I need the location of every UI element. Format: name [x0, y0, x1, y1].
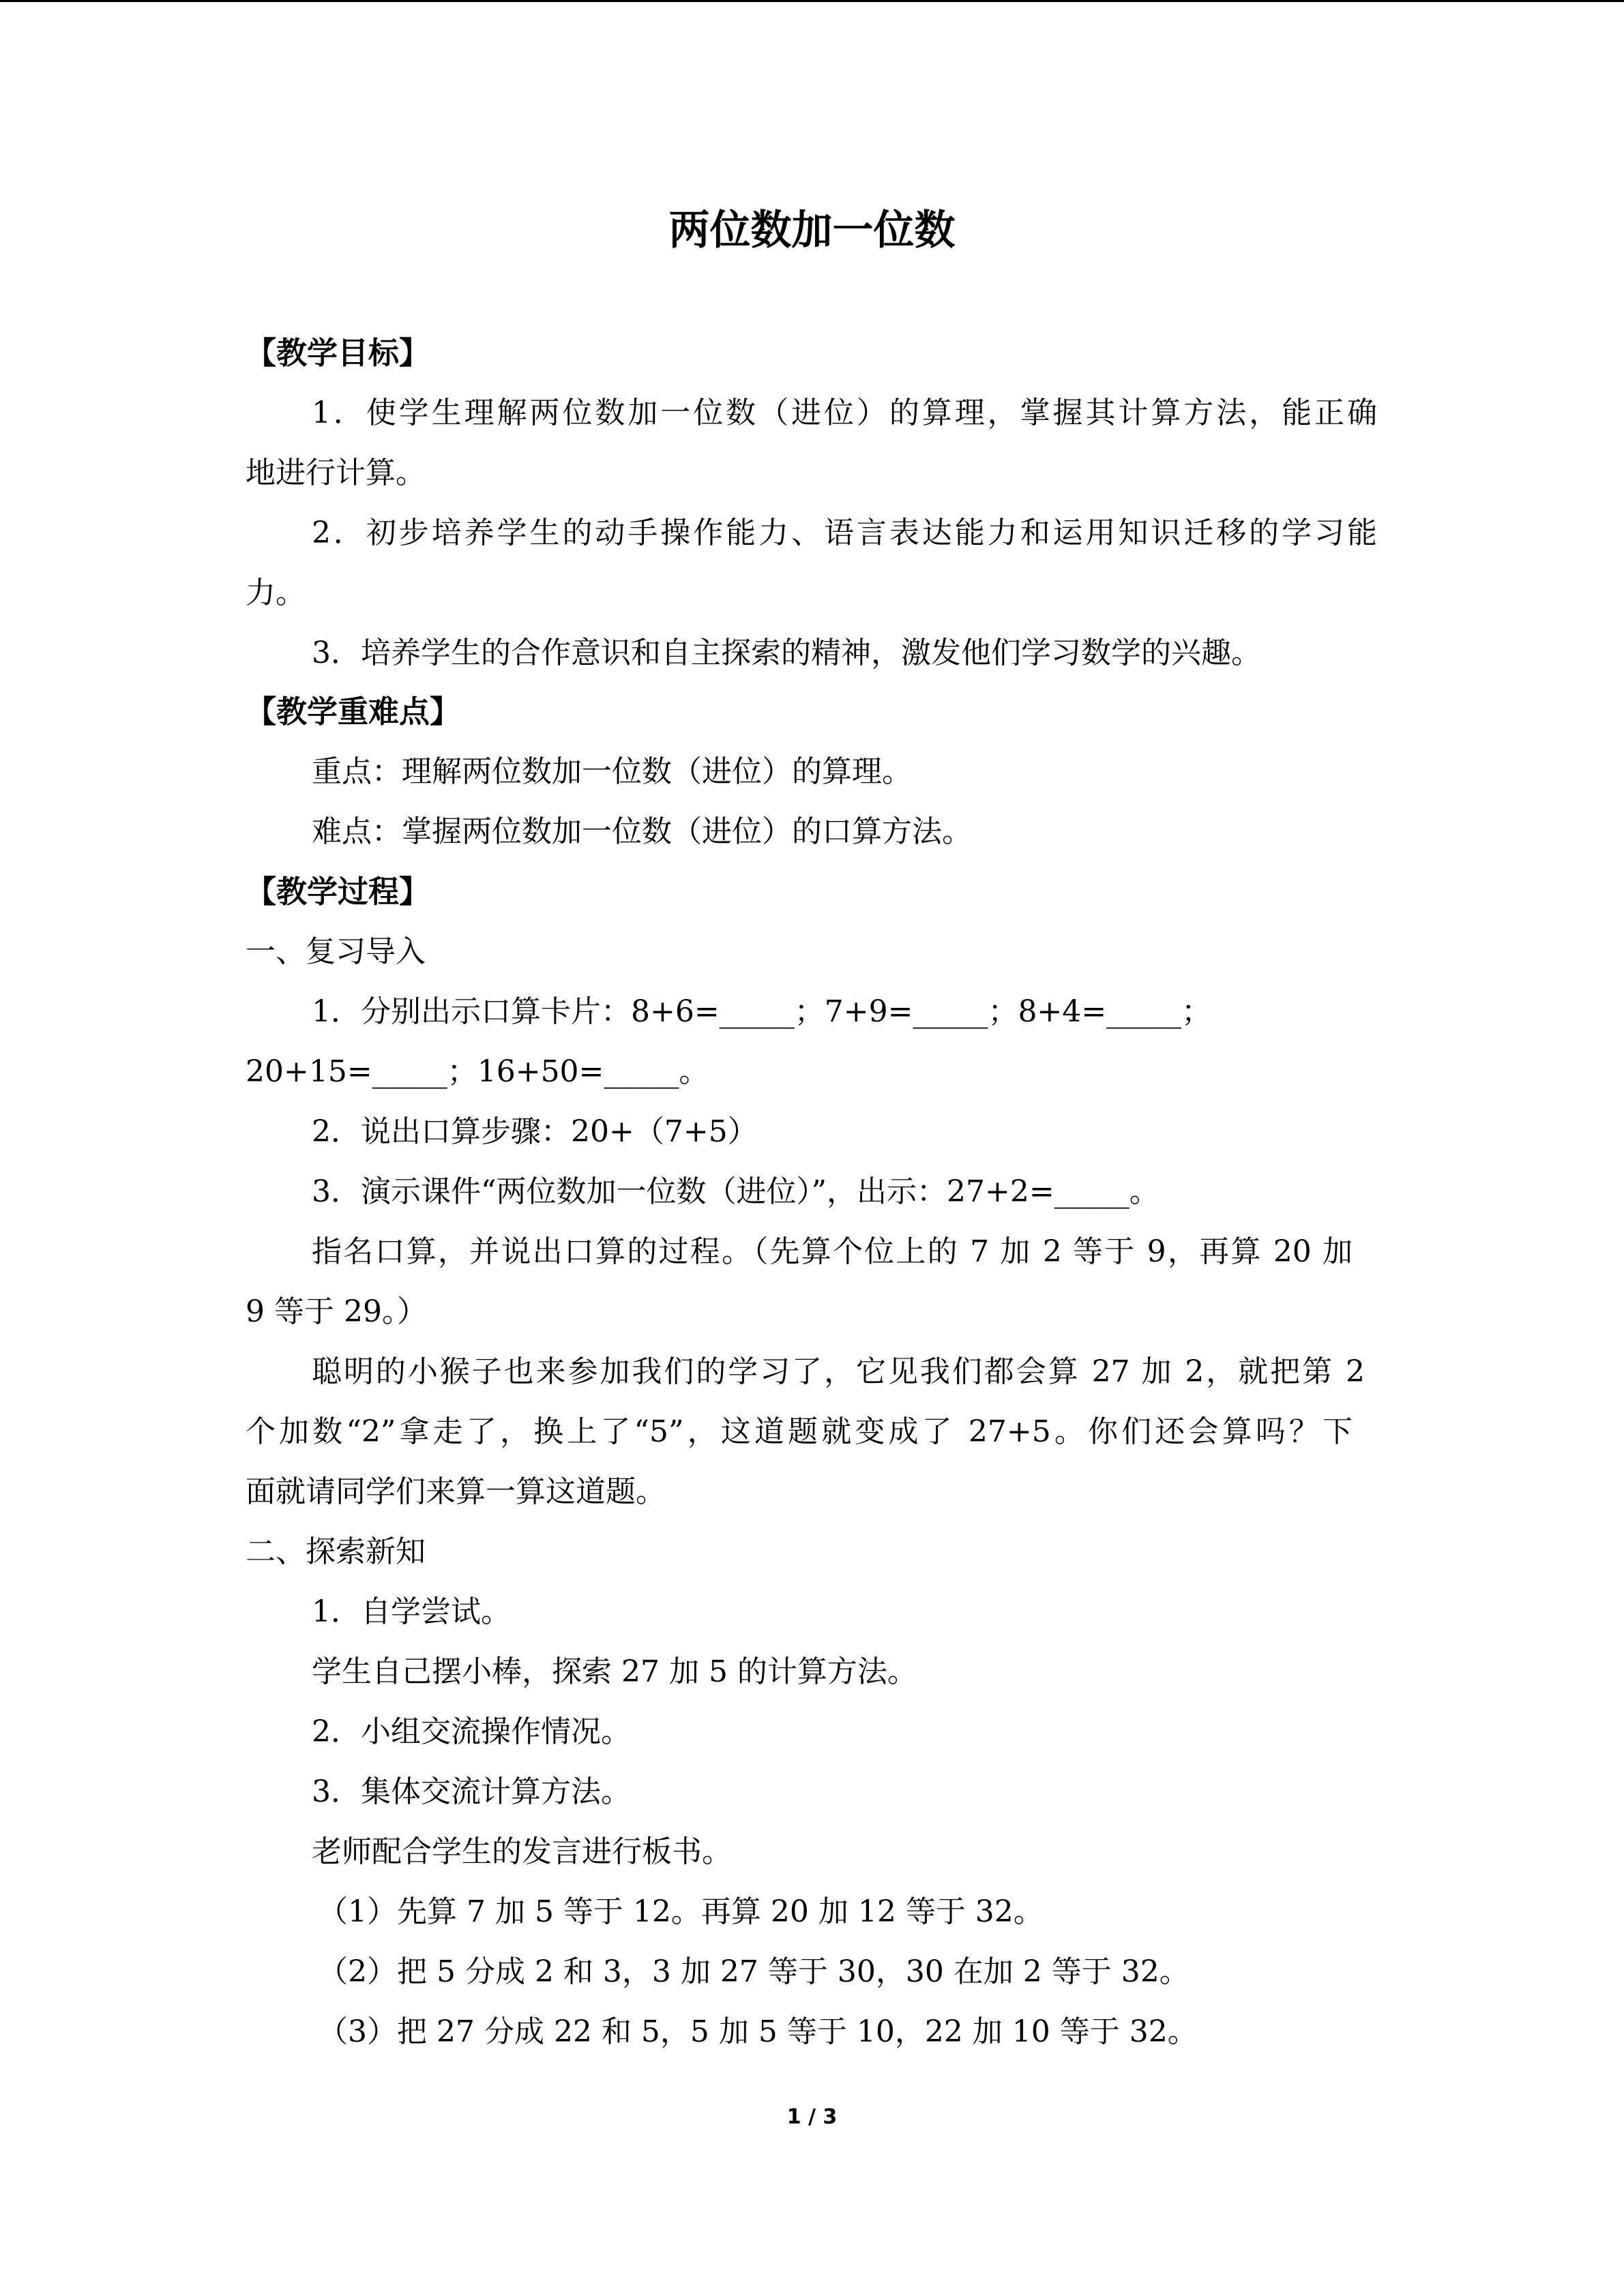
oral-process-line-2: 9 等于 29。）: [246, 1294, 427, 1329]
monkey-story-line-2: 个加数“2”拿走了，换上了“5”，这道题就变成了 27+5。你们还会算吗？下: [246, 1414, 1353, 1449]
key-difficult-heading: 【教学重难点】: [246, 694, 461, 730]
key-point: 重点：理解两位数加一位数（进位）的算理。: [312, 754, 912, 789]
self-study-detail: 学生自己摆小棒，探索 27 加 5 的计算方法。: [312, 1654, 917, 1689]
page-title: 两位数加一位数: [668, 207, 956, 254]
oral-process-line-1: 指名口算，并说出口算的过程。（先算个位上的 7 加 2 等于 9，再算 20 加: [312, 1234, 1353, 1269]
part-1-heading: 一、复习导入: [246, 934, 426, 969]
teacher-board: 老师配合学生的发言进行板书。: [312, 1834, 732, 1869]
difficult-point: 难点：掌握两位数加一位数（进位）的口算方法。: [312, 814, 972, 849]
review-cards-line-1: 1．分别出示口算卡片：8+6=_____；7+9=_____；8+4=_____；: [312, 994, 1212, 1029]
monkey-story-line-3: 面就请同学们来算一算这道题。: [246, 1474, 666, 1509]
goal-2-line-1: 2．初步培养学生的动手操作能力、语言表达能力和运用知识迁移的学习能: [312, 516, 1377, 550]
goal-3: 3．培养学生的合作意识和自主探索的精神，激发他们学习数学的兴趣。: [312, 636, 1261, 670]
process-heading: 【教学过程】: [246, 874, 430, 910]
goal-1-line-1: 1．使学生理解两位数加一位数（进位）的算理，掌握其计算方法，能正确: [312, 396, 1377, 430]
review-cards-line-2: 20+15=_____；16+50=_____。: [246, 1054, 709, 1089]
goals-heading: 【教学目标】: [246, 335, 430, 371]
collective-exchange: 3．集体交流计算方法。: [312, 1774, 631, 1809]
goal-2-line-2: 力。: [246, 576, 306, 610]
part-2-heading: 二、探索新知: [246, 1534, 426, 1569]
courseware-demo: 3．演示课件“两位数加一位数（进位）”，出示：27+2=_____。: [312, 1174, 1160, 1209]
self-study: 1．自学尝试。: [312, 1594, 511, 1629]
group-exchange: 2．小组交流操作情况。: [312, 1714, 631, 1749]
method-1: （1）先算 7 加 5 等于 12。再算 20 加 12 等于 32。: [318, 1894, 1044, 1929]
method-2: （2）把 5 分成 2 和 3，3 加 27 等于 30，30 在加 2 等于 32。: [318, 1954, 1190, 1989]
method-3: （3）把 27 分成 22 和 5，5 加 5 等于 10，22 加 10 等于 32。: [318, 2014, 1198, 2049]
oral-steps: 2．说出口算步骤：20+（7+5）: [312, 1114, 758, 1149]
monkey-story-line-1: 聪明的小猴子也来参加我们的学习了，它见我们都会算 27 加 2，就把第 2: [312, 1354, 1365, 1389]
page-number: 1 / 3: [786, 2105, 838, 2129]
goal-1-line-2: 地进行计算。: [246, 456, 426, 490]
